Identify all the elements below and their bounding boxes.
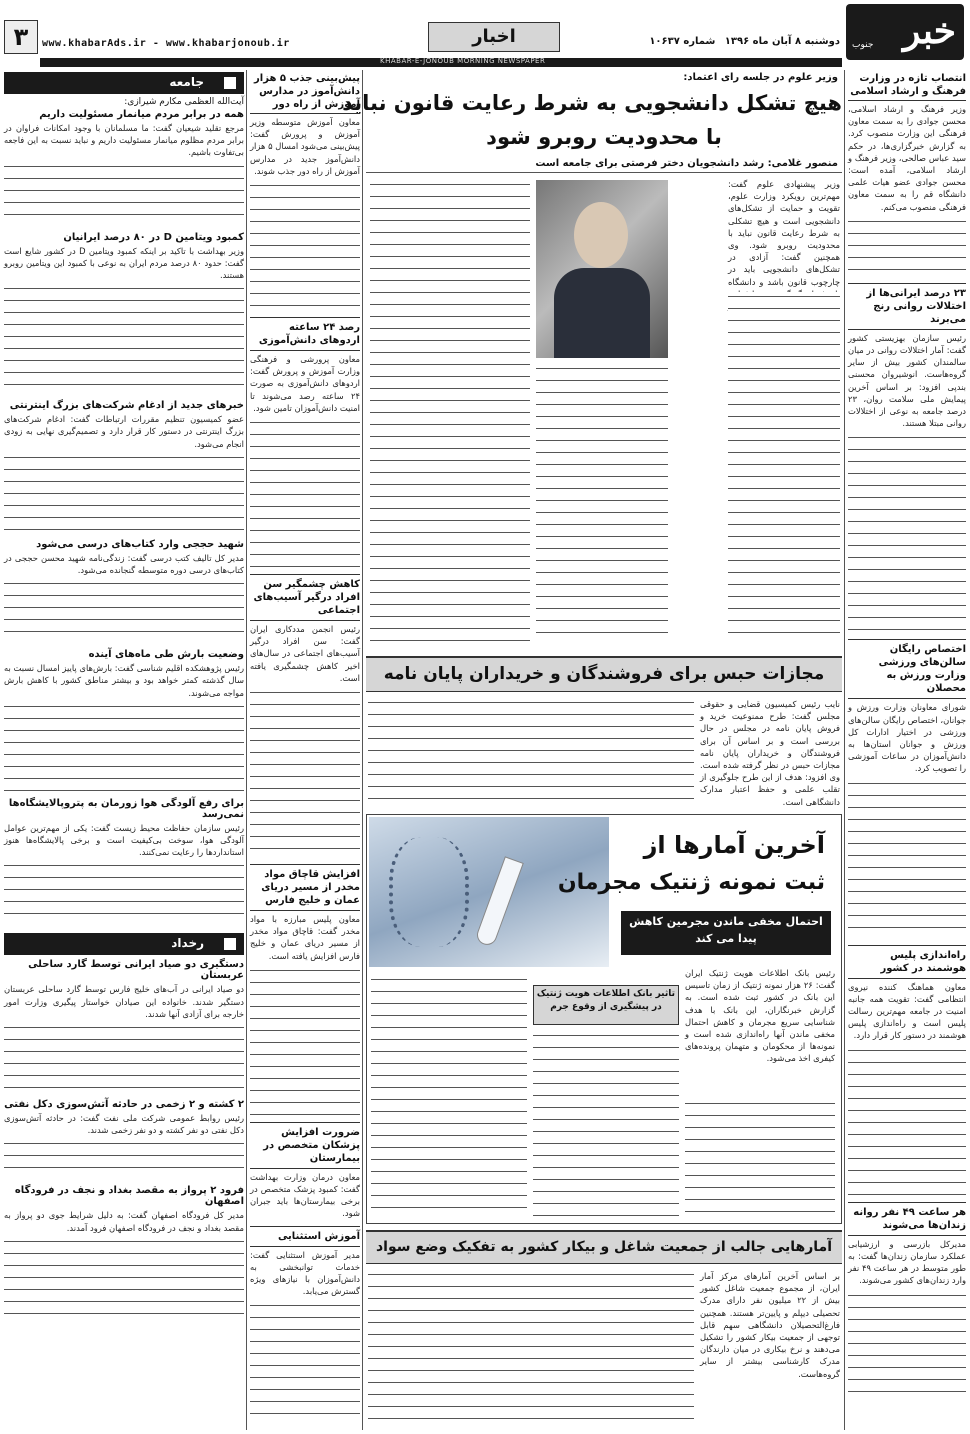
second-item-body: معاون پلیس مبارزه با مواد مخدر گفت: قاچاق مواد مخدر از مسیر دریای عمان و خلیج فارس افزایش یافته است. [250,914,360,961]
dna-body-filler [371,975,527,1217]
dna-box-title-line2: در پیشگیری از وقوع جرم [550,1002,662,1012]
left-item-body: رئیس پژوهشکده اقلیم شناسی گفت: بارش‌های پاییز امسال نسبت به سال گذشته کمتر خواهد بود و بیشتر مناطق کشور با کاهش بارش مواجه می‌شوند. [4,663,244,698]
right-item-body-filler [848,779,966,939]
left-item-body-filler [4,1237,244,1317]
second-news-column [250,72,360,1430]
second-item-title: رصد ۲۴ ساعته اردوهای دانش‌آموزی [250,317,360,351]
section-title: اخبار [472,26,516,47]
left-item-title: ۲ کشته و ۲ زخمی در حادثه آتش‌سوزی دکل نفتی [4,1099,244,1111]
second-item-title: ضرورت افزایش پزشکان متخصص در بیمارستان [250,1122,360,1169]
right-item-title: اختصاص رایگان سالن‌های ورزشی وزارت ورزش به محصلان [848,639,966,699]
left-item-body-filler [4,702,244,792]
dna-subtitle-box [621,911,831,955]
dna-subtitle-line1: احتمال مخفی ماندن مجرمین کاهش [629,915,823,928]
logo-sub-text: جنوب [852,40,874,50]
right-item-body: رئیس سازمان بهزیستی کشور گفت: آمار اختلالات روانی در میان سالمندان کشور بیش از سایر گروه‌هاست. انوشیروان محسنی بندپی افزود: بر اساس آخرین پیمایش ملی سلامت روان، ۲۳ درصد جامعه به نوعی از اختلالات روانی مبتلا هستند. [848,332,966,429]
society-section-title: جامعه [169,75,204,89]
column-rule [362,70,363,1430]
page-number: ۳ [13,23,29,51]
dna-box-title-line1: تاثیر بانک اطلاعات هویت ژنتیک [536,989,675,999]
left-item-author: آیت‌الله العظمی مکارم شیرازی: [124,97,244,107]
second-item-body: مدیر آموزش استثنایی گفت: خدمات توانبخشی به دانش‌آموزان با نیازهای ویژه گسترش می‌یابد. [250,1249,360,1297]
issue-number: ۱۰۶۳۷ [649,36,680,47]
lead-body-filler [370,180,530,644]
second-item-body: معاون آموزش متوسطه وزیر آموزش و پرورش گفت: پیش‌بینی می‌شود امسال ۵ هزار دانش‌آموز جدید در مدارس آموزش از راه دور جذب شوند. [250,117,360,176]
left-item-body-filler [4,453,244,533]
thesis-body-filler [368,698,694,808]
left-news-column [4,72,244,1430]
second-item-body-filler [250,688,360,858]
left-item-title: خبرهای جدید از ادغام شرکت‌های بزرگ اینترنتی [9,400,244,412]
section-marker-icon [224,938,236,950]
left-item-body: مدیر کل فرودگاه اصفهان گفت: به دلیل شرایط جوی دو پرواز به مقصد بغداد و نجف در فرودگاه اصفهان فرود آمدند. [4,1210,244,1233]
left-item-body-filler [4,861,244,925]
left-item-body: رئیس روابط عمومی شرکت ملی نفت گفت: در حادثه آتش‌سوزی دکل نفتی دو نفر کشته و دو نفر زخمی شدند. [4,1113,244,1136]
masthead-latin: KHABAR-E-JONOUB MORNING NEWSPAPER [380,57,546,65]
left-item-title: فرود ۲ پرواز به مقصد بغداد و نجف در فرودگاه اصفهان [14,1185,244,1208]
lead-subtitle: منصور غلامی: رشد دانشجویان دختر فرصتی برای جامعه است [535,158,838,169]
second-item-title: آموزش استثنایی [250,1226,360,1247]
dna-body-filler [533,1031,679,1217]
test-tube-icon [474,856,524,947]
dna-title-line2: ثبت نمونه ژنتیک مجرمان [557,870,825,895]
employment-banner [366,1230,842,1264]
second-item-body-filler [250,418,360,568]
dna-subtitle-line2: پیدا می کند [695,932,757,945]
lead-body-filler [728,292,840,642]
left-item-body: مدیر کل تالیف کتب درسی گفت: زندگی‌نامه شهید محسن حججی در کتاب‌های درسی دوره متوسطه گنجانده می‌شود. [4,552,244,576]
left-item-title: وضعیت بارش طی ماه‌های آینده [88,649,244,661]
lead-story [342,70,842,650]
right-item-body-filler [848,1046,966,1196]
right-item-body-filler [848,1291,966,1401]
right-news-column [848,72,966,1432]
lead-body-filler [536,364,668,644]
left-item-body-filler [4,1023,244,1093]
left-item-title: شهید حججی وارد کتاب‌های درسی می‌شود [36,538,244,550]
left-item-title: دستگیری دو صیاد ایرانی توسط گارد ساحلی عربستان [28,959,244,982]
left-item-body: وزیر بهداشت با تاکید بر اینکه کمبود ویتامین D در کشور شایع است گفت: حدود ۸۰ درصد مردم ایران به نوعی با کمبود این ویتامین روبرو هستند. [4,245,244,281]
newspaper-logo [846,4,964,60]
second-item-body: رئیس انجمن مددکاری ایران گفت: سن افراد درگیر آسیب‌های اجتماعی در سال‌های اخیر کاهش چشمگیری یافته است. [250,624,360,683]
logo-main-text: خبر [903,10,956,52]
masthead-bar [40,58,842,67]
left-item-body-filler [4,1139,244,1179]
employment-title: آمارهایی جالب از جمعیت شاغل و بیکار کشور به تفکیک وضع سواد [375,1239,832,1255]
section-marker-icon [224,77,236,89]
thesis-banner [366,656,842,692]
left-item-body: رئیس سازمان حفاظت محیط زیست گفت: یکی از مهم‌ترین عوامل آلودگی هوا، سوخت بی‌کیفیت است و برخی پالایشگاه‌ها هنوز استانداردها را رعایت نمی‌کنند. [4,822,244,858]
dna-body-filler [685,1099,835,1217]
right-item-body-filler [848,217,966,277]
right-item-body-filler [848,433,966,633]
right-item-body: معاون هماهنگ کننده نیروی انتظامی گفت: تقویت همه جانبه امنیت در جامعه مهم‌ترین رسالت پلیس است و راه‌اندازی پلیس هوشمند در دستور کار قرار دارد. [848,981,966,1041]
website-urls: www.khabarAds.ir - www.khabarjonoub.ir [42,38,290,49]
lead-body: وزیر پیشنهادی علوم گفت: مهم‌ترین رویکرد وزارت علوم، تقویت و حمایت از تشکل‌های دانشجویی است و هیچ تشکلی به شرط رعایت قانون نباید با محدودیت روبرو شود. وی همچنین گفت: آزادی در تشکل‌های دانشجویی باید در چارچوب قانون باشد و دانشگاه [728,179,840,287]
page-number-box [4,20,38,54]
photo-suit [554,268,650,358]
second-item-title: افزایش قاچاق مواد مخدر از مسیر دریای عمان و خلیج فارس [250,864,360,911]
second-item-body-filler [250,966,360,1116]
left-item-title: کمبود ویتامین D در ۸۰ درصد ایرانیان [63,231,244,243]
dna-box [533,985,679,1025]
right-item-title: انتصاب تازه در وزارت فرهنگ و ارشاد اسلامی [848,72,966,101]
left-item-body-filler [4,284,244,394]
dna-helix-icon [389,837,469,947]
second-item-title: پیش‌بینی جذب ۵ هزار دانش‌آموز در مدارس آموزش از راه دور [250,72,360,114]
right-item-title: ۲۳ درصد ایرانی‌ها از اختلالات روانی رنج می‌برند [848,283,966,330]
lead-title-line1: هیچ تشکل دانشجویی به شرط رعایت قانون نباید [342,91,842,115]
employment-body: بر اساس آخرین آمارهای مرکز آمار ایران، از مجموع جمعیت شاغل کشور بیش از ۲۲ میلیون نفر دارای مدرک تحصیلی دیپلم و پایین‌تر هستند. همچنین فارغ‌التحصیلان دانشگاهی سهم قابل توجهی از جمعیت بیکار کشور را تشکیل می‌دهند و نرخ بیکاری در میان دارندگان مدرک کارشناسی بیشتر از سایر گروه‌هاست. [700,1271,840,1379]
second-item-body-filler [250,181,360,311]
thesis-body: نایب رئیس کمیسیون قضایی و حقوقی مجلس گفت: طرح ممنوعیت خرید و فروش پایان نامه در مجلس در حال بررسی است و بر اساس آن برای فروشندگان و خریداران پایان نامه مجازات حبس در نظر گرفته شده است. وی افزود: هدف از این طرح جلوگیری از تقلب علمی و حفظ اعتبار مدارک دانشگاهی است. [700,699,840,807]
right-item-body: وزیر فرهنگ و ارشاد اسلامی، محسن جوادی را به سمت معاون فرهنگی این وزارت منصوب کرد. به گزارش خبرگزاری‌ها، در حکم سید عباس صالحی، وزیر فرهنگ و ارشاد اسلامی، آمده است: محسن جوادی عضو هیات علمی دانشگاه قم را به سمت معاون فرهنگی منصوب می‌کنم. [848,104,966,212]
section-title-box [428,22,560,52]
events-section-title: رخداد [171,936,204,951]
left-item-body-filler [4,579,244,643]
right-item-body: شورای معاونان وزارت ورزش و جوانان، اختصاص رایگان سالن‌های ورزشی در اختیار ادارات کل ورزش و جوانان استان‌ها به دانش‌آموزان در ساعات آموزشی را تصویب کرد. [848,702,966,774]
minister-photo [536,180,668,358]
second-item-body-filler [250,1301,360,1421]
society-section-header [4,72,244,94]
dna-body: رئیس بانک اطلاعات هویت ژنتیک ایران گفت: ۲۶ هزار نمونه ژنتیک از زمان تاسیس این بانک در کشور ثبت شده است. به گزارش خبرنگاران، این بانک با هدف شناسایی سریع مجرمان و کاهش احتمال مخفی ماندن آنها راه‌اندازی شده است و نمونه‌ها از محکومان و متهمان پرونده‌های کیفری اخذ می‌شود. [685,968,835,1064]
right-item-title: راه‌اندازی پلیس هوشمند در کشور [848,945,966,979]
issue-label: شماره [683,36,716,47]
right-item-body: مدیرکل بازرسی و ارزشیابی عملکرد سازمان زندان‌ها گفت: به طور متوسط در هر ساعت ۴۹ نفر وارد زندان‌های کشور می‌شوند. [848,1238,966,1286]
right-item-title: هر ساعت ۴۹ نفر روانه زندان‌ها می‌شوند [848,1202,966,1236]
date-line [572,36,840,50]
employment-body-filler [368,1270,694,1428]
dna-title-line1: آخرین آمارها از [643,831,825,859]
left-item-body: عضو کمیسیون تنظیم مقررات ارتباطات گفت: ادغام شرکت‌های بزرگ اینترنتی در دستور کار قرار دارد و تصمیم‌گیری نهایی به زودی انجام می‌شود. [4,414,244,449]
photo-figure [574,202,628,268]
second-item-body: معاون پرورشی و فرهنگی وزارت آموزش و پرورش گفت: اردوهای دانش‌آموزی به صورت ۲۴ ساعته رصد می‌شوند تا امنیت دانش‌آموزان تامین شود. [250,354,360,413]
lead-title-line2: با محدودیت روبرو شود [486,125,722,149]
left-item-body: دو صیاد ایرانی در آب‌های خلیج فارس توسط گارد ساحلی عربستان دستگیر شدند. خانواده این صیادان خواستار پیگیری وزارت امور خارجه برای آزادی آنها شدند. [4,984,244,1019]
column-rule [844,70,845,1430]
lead-subtitle-rule [366,172,842,173]
left-item-body: مرجع تقلید شیعیان گفت: ما مسلمانان با وجود امکانات فراوان در برابر مردم مظلوم میانمار مسئولیت داریم و نباید نسبت به این فاجعه بی‌تفاوت باشیم. [4,123,244,158]
column-rule [246,70,247,1430]
second-item-title: کاهش چشمگیر سن افراد درگیر آسیب‌های اجتماعی [250,574,360,621]
events-section-header [4,933,244,955]
issue-date: دوشنبه ۸ آبان ماه ۱۳۹۶ [724,36,840,47]
lead-kicker: وزیر علوم در جلسه رای اعتماد: [683,72,838,83]
masthead [0,0,970,68]
dna-story [366,814,842,1224]
left-item-title: همه در برابر مردم میانمار مسئولیت داریم [39,109,244,120]
left-item-body-filler [4,162,244,226]
left-item-title: برای رفع آلودگی هوا زورمان به پتروپالایشگاه‌ها نمی‌رسد [8,797,244,820]
thesis-banner-title: مجازات حبس برای فروشندگان و خریداران پایان نامه [383,664,825,684]
second-item-body: معاون درمان وزارت بهداشت گفت: کمبود پزشک متخصص در برخی بیمارستان‌ها باید جبران شود. [250,1171,360,1219]
